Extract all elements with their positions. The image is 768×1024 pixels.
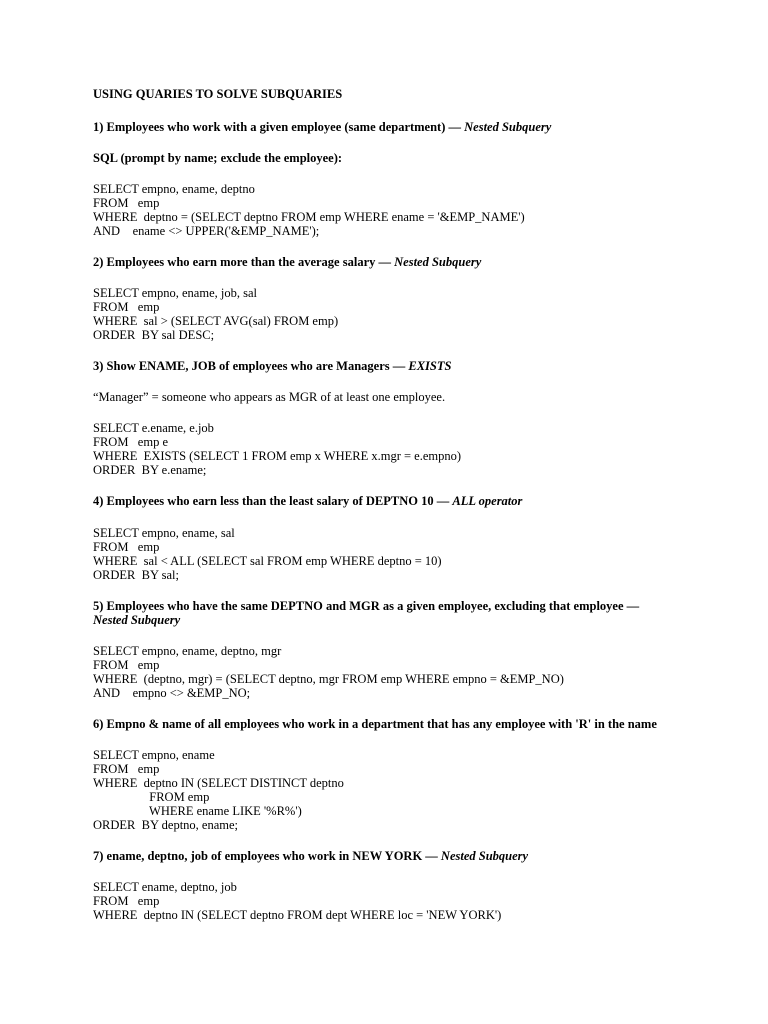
section-4-heading-em: ALL operator	[452, 494, 523, 508]
code-line: FROM emp	[93, 790, 210, 804]
code-line: SELECT empno, ename, deptno	[93, 182, 255, 196]
code-line: SELECT empno, ename, deptno, mgr	[93, 644, 282, 658]
section-5-code	[93, 644, 564, 700]
section-6-heading: 6) Empno & name of all employees who work in a department that has any employee with 'R' in the name	[93, 717, 657, 731]
code-line: ORDER BY deptno, ename;	[93, 818, 239, 832]
code-line: FROM emp	[93, 540, 160, 554]
code-line: WHERE sal < ALL (SELECT sal FROM emp WHERE deptno = 10)	[93, 554, 442, 568]
section-3-heading-em: EXISTS	[408, 359, 452, 373]
section-7-heading	[93, 849, 528, 863]
code-line: FROM emp	[93, 196, 160, 210]
code-line: SELECT ename, deptno, job	[93, 880, 237, 894]
code-line: ORDER BY sal DESC;	[93, 328, 215, 342]
section-3-code	[93, 421, 461, 477]
section-7-heading-text: 7) ename, deptno, job of employees who work in NEW YORK —	[93, 849, 441, 863]
document-title: USING QUARIES TO SOLVE SUBQUARIES	[93, 87, 343, 101]
section-1-heading-text: 1) Employees who work with a given employee (same department) —	[93, 120, 465, 134]
section-1-subheading: SQL (prompt by name; exclude the employee):	[93, 151, 343, 165]
section-4-heading	[93, 494, 522, 508]
section-2-heading-text: 2) Employees who earn more than the average salary —	[93, 255, 395, 269]
code-line: WHERE ename LIKE '%R%')	[93, 804, 302, 818]
code-line: FROM emp	[93, 762, 160, 776]
code-line: SELECT empno, ename	[93, 748, 215, 762]
section-5-heading	[93, 599, 639, 627]
code-line: WHERE deptno IN (SELECT DISTINCT deptno	[93, 776, 344, 790]
section-1-heading	[93, 120, 551, 134]
code-line: FROM emp	[93, 300, 160, 314]
section-1-code	[93, 182, 525, 238]
code-line: ORDER BY sal;	[93, 568, 179, 582]
code-line: FROM emp	[93, 894, 160, 908]
code-line: WHERE EXISTS (SELECT 1 FROM emp x WHERE x.mgr = e.empno)	[93, 449, 462, 463]
section-3-heading	[93, 359, 451, 373]
section-4-heading-text: 4) Employees who earn less than the least salary of DEPTNO 10 —	[93, 494, 453, 508]
section-3-heading-text: 3) Show ENAME, JOB of employees who are Managers —	[93, 359, 409, 373]
code-line: AND ename <> UPPER('&EMP_NAME');	[93, 224, 320, 238]
code-line: SELECT empno, ename, job, sal	[93, 286, 257, 300]
code-line: SELECT e.ename, e.job	[93, 421, 214, 435]
section-2-heading-em: Nested Subquery	[394, 255, 482, 269]
section-3-note: “Manager” = someone who appears as MGR of at least one employee.	[93, 390, 446, 404]
code-line: AND empno <> &EMP_NO;	[93, 686, 251, 700]
code-line: FROM emp	[93, 658, 160, 672]
section-6-code	[93, 748, 344, 832]
section-1-heading-em: Nested Subquery	[464, 120, 552, 134]
code-line: WHERE deptno = (SELECT deptno FROM emp WHERE ename = '&EMP_NAME')	[93, 210, 525, 224]
section-5-heading-em: Nested Subquery	[93, 613, 181, 627]
code-line: WHERE sal > (SELECT AVG(sal) FROM emp)	[93, 314, 339, 328]
code-line: SELECT empno, ename, sal	[93, 526, 235, 540]
code-line: ORDER BY e.ename;	[93, 463, 207, 477]
section-7-code	[93, 880, 501, 922]
code-line: WHERE deptno IN (SELECT deptno FROM dept WHERE loc = 'NEW YORK')	[93, 908, 502, 922]
code-line: FROM emp e	[93, 435, 168, 449]
section-5-heading-text: 5) Employees who have the same DEPTNO and MGR as a given employee, excluding that employee —	[93, 599, 640, 613]
section-2-code	[93, 286, 338, 342]
section-7-heading-em: Nested Subquery	[440, 849, 529, 863]
code-line: WHERE (deptno, mgr) = (SELECT deptno, mgr FROM emp WHERE empno = &EMP_NO)	[93, 672, 564, 686]
section-2-heading	[93, 255, 481, 269]
section-4-code	[93, 526, 442, 582]
